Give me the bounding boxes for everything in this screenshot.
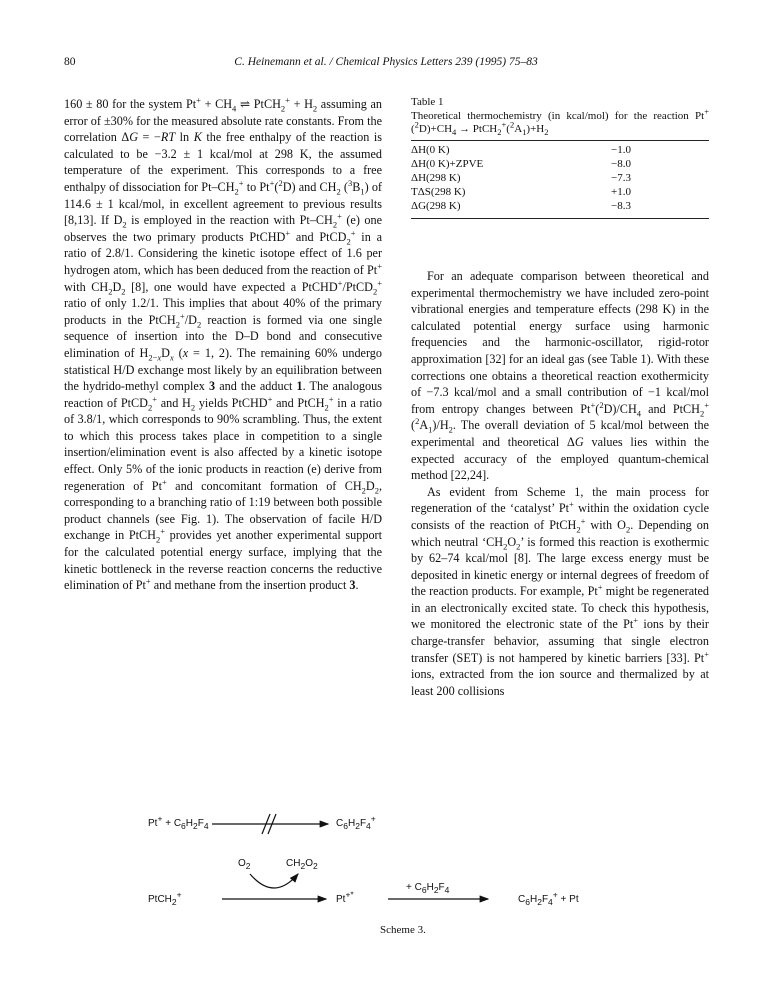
reagent-label: + $C_6H_2F_4$ bbox=[406, 882, 450, 895]
thermochemistry-table bbox=[411, 140, 709, 219]
value-cell: +1.0 bbox=[611, 185, 631, 198]
value-cell: −7.3 bbox=[611, 171, 631, 184]
product-label: $C_6H_2F_4^+$ bbox=[336, 813, 376, 831]
table-row bbox=[411, 158, 709, 172]
quantity-cell: ΔH(0 K) bbox=[411, 143, 450, 156]
curved-arrow bbox=[250, 874, 298, 888]
table-row bbox=[411, 172, 709, 186]
quantity-cell: ΔH(298 K) bbox=[411, 171, 461, 184]
page-header bbox=[64, 56, 708, 72]
scheme-caption: Scheme 3. bbox=[380, 924, 426, 936]
running-head: C. Heinemann et al. / Chemical Physics Letters 239 (1995) 75–83 bbox=[234, 56, 538, 68]
quantity-cell: ΔH(0 K)+ZPVE bbox=[411, 157, 484, 170]
right-column bbox=[411, 268, 709, 699]
quantity-cell: TΔS(298 K) bbox=[411, 185, 466, 198]
table-row bbox=[411, 140, 709, 158]
scheme-3 bbox=[140, 810, 640, 950]
left-column bbox=[64, 96, 382, 594]
table-row bbox=[411, 200, 709, 219]
product-label: $C_6H_2F_4^+ + Pt$ bbox=[518, 889, 579, 907]
value-cell: −8.0 bbox=[611, 157, 631, 170]
value-cell: −8.3 bbox=[611, 199, 631, 212]
ch2o2-label: $CH_2O_2$ bbox=[286, 858, 318, 871]
paragraph: As evident from Scheme 1, the main process for regeneration of the ‘catalyst’ Pt+ within the oxidation cycle consists of the reaction of PtCH$_2$+ with $O_2$. Depending on which neutral ‘$CH_2O_2$’ is formed this reaction is exothermic by 62–74 kcal/mol [8]. The large excess energy must be deposited in kinetic energy or internal degrees of freedom of the reaction products. For example, Pt+ might be regenerated in an electronically excited state. To check this hypothesis, we monitored the electronic state of the Pt+ ions by their charge-transfer behavior, assuming that single electron transfer (SET) is not hampered by kinetic barriers [33]. Pt+ ions, extracted from the ion source and thermalized by at least 200 collisions bbox=[411, 484, 709, 698]
table-row bbox=[411, 186, 709, 200]
o2-label: $O_2$ bbox=[238, 858, 251, 871]
table-label: Table 1 bbox=[411, 96, 444, 108]
paragraph: 160 ± 80 for the system $Pt^+ + CH_4$ ⇌ PtCH$_2$+ + $H_2$ assuming an error of ±30% for the measured absolute rate constants. From the correlation ΔG = −RT ln K the free enthalpy of the reaction is calculated to be −3.2 ± 1 kcal/mol at 298 K, the assumed temperature of the experiment. This corresponds to a free enthalpy of dissociation for $Pt-CH_2^+$ to Pt+($^2$D) and $CH_2$ $(^3B_1)$ of 114.6 ± 1 kcal/mol, in excellent agreement to previous results [8,13]. If $D_2$ is employed in the reaction with $Pt-CH_2^+$ (e) one observes the two primary products PtCHD+ and PtCD$_2$+ in a ratio of 2.8/1. Considering the kinetic isotope effect of 1.6 per hydrogen atom, which has been deduced from the reaction of Pt+ with $CH_2D_2$ [8], one would have expected a PtCHD+/PtCD$_2$+ ratio of only 1.2/1. This implies that about 40% of the primary products in the $PtCH_2^+/D_2$ reaction is formed via one single sequence of insertion into the D–D bond and consecutive elimination of $H_{2-x}D_x$ (x = 1, 2). The remaining 60% undergo statistical H/D exchange most likely by an equilibration between the hydrido-methyl complex 3 and the adduct 1. The analogous reaction of PtCD$_2$+ and $H_2$ yields PtCHD+ and PtCH$_2$+ in a ratio of 3.8/1, which corresponds to 90% scrambling. Thus, the extent to which this process takes place in competition to a single insertion/elimination event is also affected by a kinetic isotope effect. Only 5% of the ionic products in reaction (e) derive from regeneration of Pt+ and concomitant formation of $CH_2D_2$, corresponding to a branching ratio of 1:19 between both possible product channels (see Fig. 1). The observation of facile H/D exchange in PtCH$_2$+ provides yet another experimental support for the calculated potential energy surface, implying that the kinetic bottleneck in the reverse reaction concerns the reductive elimination of Pt+ and methane from the insertion product 3. bbox=[64, 94, 383, 593]
table-1 bbox=[411, 96, 709, 219]
value-cell: −1.0 bbox=[611, 143, 631, 156]
page-number: 80 bbox=[64, 56, 76, 68]
quantity-cell: ΔG(298 K) bbox=[411, 199, 461, 212]
paragraph: For an adequate comparison between theoretical and experimental thermochemistry we have included zero-point vibrational energies and temperature effects (298 K) in the calculated potential energy surface using harmonic frequencies and the harmonic-oscillator, rigid-rotor approximation [32] for an ideal gas (see Table 1). With these corrections one obtains a theoretical reaction exothermicity of −7.3 kcal/mol and a small contribution of −1 kcal/mol from entropy changes between $Pt^+(^2D)/CH_4$ and $PtCH_2^+(^2A_1)/H_2$. The overall deviation of 5 kcal/mol between the experimental and theoretical ΔG values lies within the expected accuracy of the employed quantum-chemical method [22,24]. bbox=[411, 269, 709, 483]
table-title: Theoretical thermochemistry (in kcal/mol) for the reaction $Pt^+(^2D)+CH_4$ → $PtCH_2^+(^2A_1)+H_2$ bbox=[411, 105, 709, 138]
reactant-label: $Pt^+ + C_6H_2F_4$ bbox=[148, 813, 209, 831]
ptch2-label: PtCH$_2$+ bbox=[148, 889, 182, 907]
pt-excited-label: Pt+* bbox=[336, 889, 354, 905]
